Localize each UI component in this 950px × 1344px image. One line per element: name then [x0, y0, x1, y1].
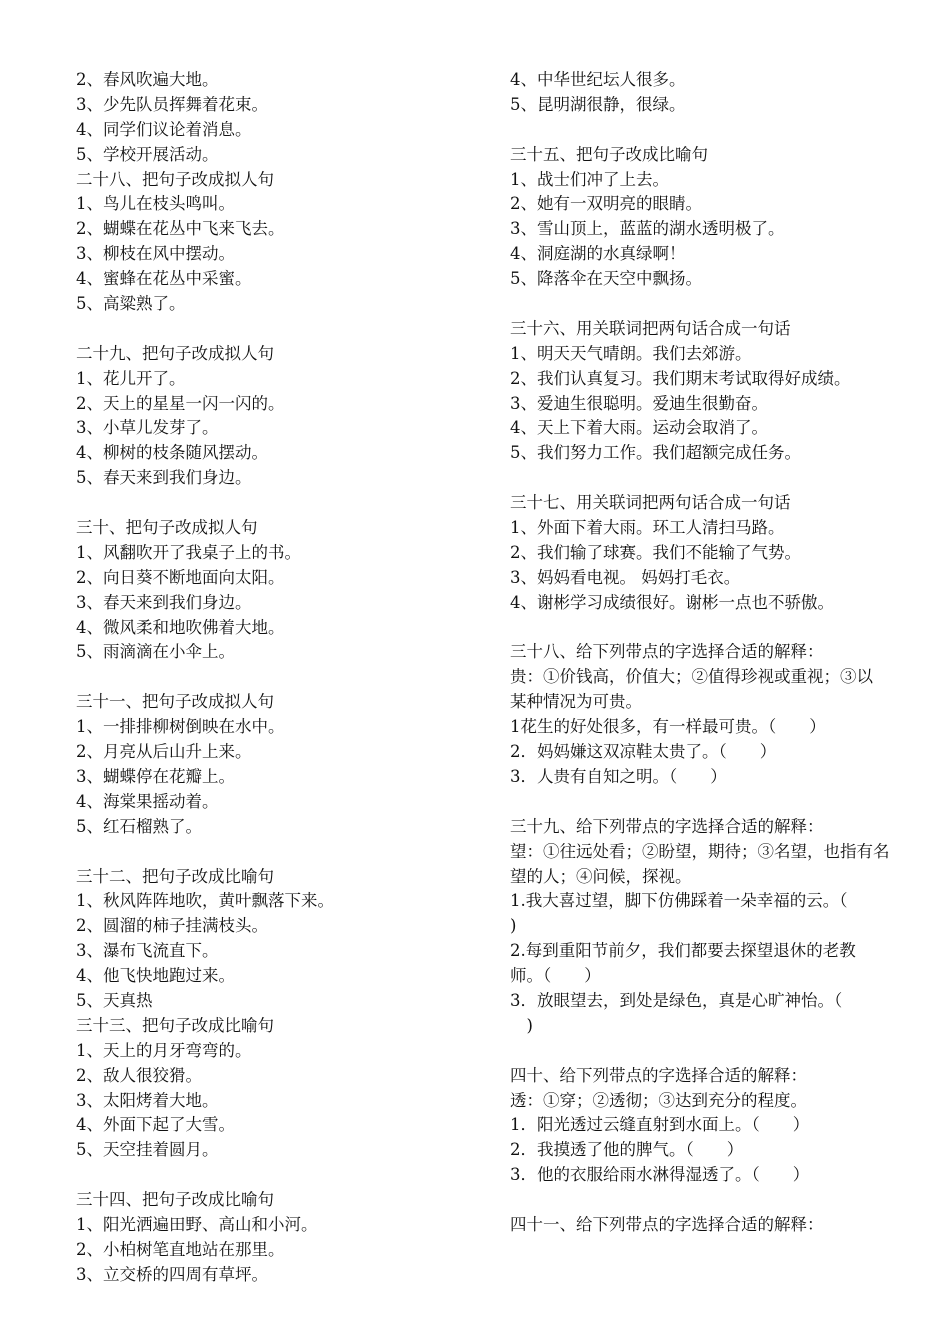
text-line: 透：①穿；②透彻；③达到充分的程度。: [510, 1090, 807, 1110]
text-line: 1、外面下着大雨。环工人清扫马路。: [510, 518, 785, 538]
blank-line: [76, 1163, 476, 1188]
section-heading: 三十六、用关联词把两句话合成一句话: [510, 318, 791, 338]
text-line: 贵：①价钱高，价值大；②值得珍视或重视；③以: [510, 667, 873, 687]
text-line: 1.我大喜过望，脚下仿佛踩着一朵幸福的云。（: [510, 891, 848, 911]
text-line: 2、月亮从后山升上来。: [76, 742, 252, 762]
text-line: 4、蜜蜂在花丛中采蜜。: [76, 269, 252, 289]
blank-line: [510, 790, 920, 815]
section-heading: 三十三、把句子改成比喻句: [76, 1015, 274, 1035]
blank-line: [76, 840, 476, 865]
section-heading: 三十一、把句子改成拟人句: [76, 692, 274, 712]
text-line: 4、微风柔和地吹佛着大地。: [76, 617, 285, 637]
text-line: 望：①往远处看；②盼望，期待；③名望，也指有名: [510, 841, 890, 861]
text-line: 望的人；④问候，探视。: [510, 866, 692, 886]
text-line: 4、谢彬学习成绩很好。谢彬一点也不骄傲。: [510, 592, 834, 612]
text-line: ): [510, 916, 517, 936]
section-heading: 三十二、把句子改成比喻句: [76, 866, 274, 886]
text-line: 3、蝴蝶停在花瓣上。: [76, 766, 235, 786]
text-line: 4、他飞快地跑过来。: [76, 966, 235, 986]
text-line: 4、天上下着大雨。运动会取消了。: [510, 418, 768, 438]
section-heading: 二十九、把句子改成拟人句: [76, 343, 274, 363]
text-line: 3．他的衣服给雨水淋得湿透了。（ ）: [510, 1165, 810, 1185]
blank-line: [76, 665, 476, 690]
text-line: 4、柳树的枝条随风摆动。: [76, 443, 268, 463]
text-line: 5、天空挂着圆月。: [76, 1140, 219, 1160]
text-line: 5、我们努力工作。我们超额完成任务。: [510, 443, 801, 463]
text-line: 某种情况为可贵。: [510, 692, 642, 712]
text-line: 5、雨滴滴在小伞上。: [76, 642, 235, 662]
text-line: 1、花儿开了。: [76, 368, 186, 388]
text-line: 3、小草儿发芽了。: [76, 418, 219, 438]
text-line: 2、我们认真复习。我们期末考试取得好成绩。: [510, 368, 851, 388]
text-line: 3．人贵有自知之明。（ ）: [510, 766, 727, 786]
left-column: [76, 68, 476, 1288]
text-line: 5、天真热: [76, 990, 153, 1010]
section-heading: 三十七、用关联词把两句话合成一句话: [510, 493, 791, 513]
section-heading: 三十五、把句子改成比喻句: [510, 144, 708, 164]
text-line: 2、向日葵不断地面向太阳。: [76, 567, 285, 587]
text-line: 3、爱迪生很聪明。爱迪生很勤奋。: [510, 393, 768, 413]
section-heading: 三十八、给下列带点的字选择合适的解释：: [510, 642, 824, 662]
text-line: 5、降落伞在天空中飘扬。: [510, 269, 702, 289]
right-column: [510, 68, 920, 1238]
text-line: 1、风翻吹开了我桌子上的书。: [76, 542, 301, 562]
text-line: 2、敌人很狡猾。: [76, 1065, 202, 1085]
text-line: 1、天上的月牙弯弯的。: [76, 1040, 252, 1060]
text-line: 2、她有一双明亮的眼睛。: [510, 194, 702, 214]
text-line: 1、一排排柳树倒映在水中。: [76, 717, 285, 737]
blank-line: [510, 466, 920, 491]
section-heading: 三十九、给下列带点的字选择合适的解释：: [510, 816, 824, 836]
text-line: 2、天上的星星一闪一闪的。: [76, 393, 285, 413]
text-line: 3、雪山顶上，蓝蓝的湖水透明极了。: [510, 219, 785, 239]
text-line: 2．我摸透了他的脾气。（ ）: [510, 1140, 744, 1160]
blank-line: [510, 1039, 920, 1064]
text-line: 4、中华世纪坛人很多。: [510, 70, 686, 89]
section-heading: 四十一、给下列带点的字选择合适的解释：: [510, 1214, 824, 1234]
text-line: 3、太阳烤着大地。: [76, 1090, 219, 1110]
text-line: 1、秋风阵阵地吹，黄叶飘落下来。: [76, 891, 334, 911]
text-line: 3、柳枝在风中摆动。: [76, 244, 235, 264]
text-line: 1．阳光透过云缝直射到水面上。（ ）: [510, 1115, 810, 1135]
text-line: 5、高粱熟了。: [76, 294, 186, 314]
text-line: 3、春天来到我们身边。: [76, 592, 252, 612]
section-heading: 二十八、把句子改成拟人句: [76, 169, 274, 189]
text-line: 2、我们输了球赛。我们不能输了气势。: [510, 542, 801, 562]
text-line: 5、红石榴熟了。: [76, 816, 202, 836]
text-line: 1、战士们冲了上去。: [510, 169, 669, 189]
text-line: 2、蝴蝶在花丛中飞来飞去。: [76, 219, 285, 239]
text-line: 2、小柏树笔直地站在那里。: [76, 1239, 285, 1259]
text-line: 5、春天来到我们身边。: [76, 468, 252, 488]
blank-line: [510, 1188, 920, 1213]
text-line: 3、妈妈看电视。 妈妈打毛衣。: [510, 567, 741, 587]
text-line: 1花生的好处很多，有一样最可贵。（ ）: [510, 717, 826, 737]
section-heading: 三十、把句子改成拟人句: [76, 518, 258, 538]
text-line: 3．放眼望去，到处是绿色，真是心旷神怡。（: [510, 990, 843, 1010]
text-line: 1、鸟儿在枝头鸣叫。: [76, 194, 235, 214]
text-line: 4、洞庭湖的水真绿啊！: [510, 244, 686, 264]
blank-line: [510, 118, 920, 143]
section-heading: 三十四、把句子改成比喻句: [76, 1190, 274, 1210]
text-line: 3、少先队员挥舞着花束。: [76, 94, 268, 114]
text-line: 2、圆溜的柿子挂满枝头。: [76, 916, 268, 936]
text-line: 4、海棠果摇动着。: [76, 791, 219, 811]
text-line: 4、同学们议论着消息。: [76, 119, 252, 139]
section-heading: 四十、给下列带点的字选择合适的解释：: [510, 1065, 807, 1085]
text-line: ): [510, 1015, 533, 1035]
text-line: 1、明天天气晴朗。我们去郊游。: [510, 343, 752, 363]
text-line: 4、外面下起了大雪。: [76, 1115, 235, 1135]
text-line: 2.每到重阳节前夕，我们都要去探望退休的老教: [510, 941, 856, 961]
blank-line: [76, 317, 476, 342]
text-line: 5、昆明湖很静，很绿。: [510, 94, 686, 114]
blank-line: [510, 292, 920, 317]
blank-line: [510, 616, 920, 641]
text-line: 3、立交桥的四周有草坪。: [76, 1264, 268, 1284]
text-line: 1、阳光洒遍田野、高山和小河。: [76, 1214, 318, 1234]
text-line: 3、瀑布飞流直下。: [76, 941, 219, 961]
text-line: 2．妈妈嫌这双凉鞋太贵了。（ ）: [510, 742, 777, 762]
text-line: 师。（ ）: [510, 966, 601, 986]
text-line: 2、春风吹遍大地。: [76, 70, 219, 89]
text-line: 5、学校开展活动。: [76, 144, 219, 164]
blank-line: [76, 491, 476, 516]
